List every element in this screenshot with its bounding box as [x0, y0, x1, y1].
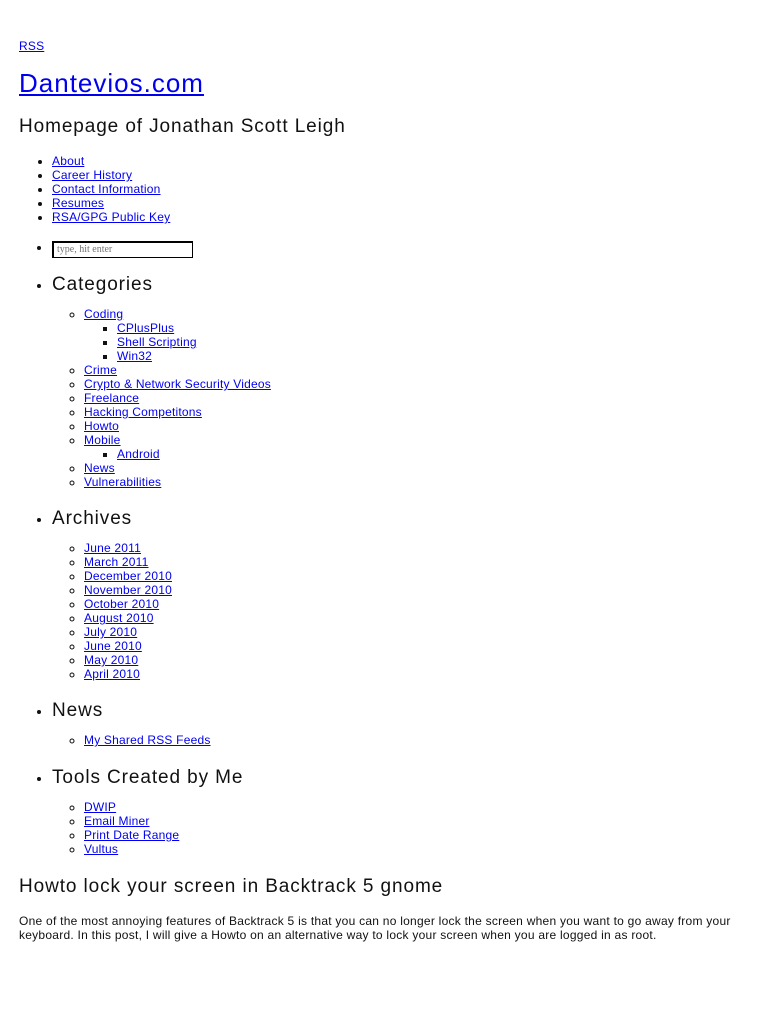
rss-link[interactable]: RSS: [19, 39, 45, 53]
mobile-subcategories: [84, 447, 271, 461]
archive-item: [84, 541, 172, 555]
category-item: [84, 433, 271, 461]
archive-link[interactable]: August 2010: [84, 611, 154, 625]
post-title: Howto lock your screen in Backtrack 5 gnome: [19, 876, 444, 897]
tool-item: [84, 842, 243, 856]
tool-link-dwip[interactable]: DWIP: [84, 800, 117, 814]
category-link-howto[interactable]: Howto: [84, 419, 120, 433]
category-item: [84, 391, 271, 405]
category-link-vulnerabilities[interactable]: Vulnerabilities: [84, 475, 162, 489]
category-link-crime[interactable]: Crime: [84, 363, 117, 377]
tool-link-email-miner[interactable]: Email Miner: [84, 814, 150, 828]
news-link-shared-rss-feeds[interactable]: My Shared RSS Feeds: [84, 733, 211, 747]
category-link-cplusplus[interactable]: CPlusPlus: [117, 321, 175, 335]
site-title: [19, 66, 204, 100]
subcategory-item: [117, 349, 271, 363]
archive-item: [84, 583, 172, 597]
nav-link-contact-information[interactable]: Contact Information: [52, 182, 161, 196]
categories-list: [52, 307, 271, 489]
archive-link[interactable]: April 2010: [84, 667, 141, 681]
archive-link[interactable]: October 2010: [84, 597, 160, 611]
archive-item: [84, 653, 172, 667]
category-link-coding[interactable]: Coding: [84, 307, 124, 321]
archives-list: [52, 541, 172, 681]
nav-item-career-history: [52, 168, 170, 182]
category-link-mobile[interactable]: Mobile: [84, 433, 121, 447]
archives-widget: [52, 507, 172, 681]
category-link-hacking-competitons[interactable]: Hacking Competitons: [84, 405, 202, 419]
archive-item: [84, 597, 172, 611]
category-link-shell-scripting[interactable]: Shell Scripting: [117, 335, 197, 349]
subcategory-item: [117, 335, 271, 349]
subcategory-item: [117, 447, 271, 461]
category-item: [84, 405, 271, 419]
subcategory-item: [117, 321, 271, 335]
category-link-android[interactable]: Android: [117, 447, 160, 461]
search-input[interactable]: [52, 241, 193, 258]
categories-widget: [52, 273, 271, 489]
nav-link-resumes[interactable]: Resumes: [52, 196, 105, 210]
tool-item: [84, 800, 243, 814]
category-link-crypto-videos[interactable]: Crypto & Network Security Videos: [84, 377, 271, 391]
site-title-link[interactable]: Dantevios.com: [19, 68, 204, 98]
coding-subcategories: [84, 321, 271, 363]
nav-item-contact-information: [52, 182, 170, 196]
news-list: [52, 733, 211, 747]
category-item: [84, 419, 271, 433]
news-heading: • News: [52, 700, 104, 721]
tools-section: [52, 766, 243, 856]
nav-link-rsa-gpg-key[interactable]: RSA/GPG Public Key: [52, 210, 171, 224]
archive-link[interactable]: December 2010: [84, 569, 172, 583]
news-section: [52, 699, 211, 747]
search-widget: [52, 239, 193, 258]
search-item: [52, 239, 193, 258]
category-item: [84, 475, 271, 489]
category-link-freelance[interactable]: Freelance: [84, 391, 140, 405]
category-link-win32[interactable]: Win32: [117, 349, 153, 363]
nav-link-career-history[interactable]: Career History: [52, 168, 133, 182]
category-item: [84, 377, 271, 391]
tool-link-vultus[interactable]: Vultus: [84, 842, 119, 856]
category-item: [84, 461, 271, 475]
categories-heading: • Categories: [52, 274, 153, 295]
category-item: [84, 307, 271, 363]
archive-item: [84, 555, 172, 569]
nav-item-about: [52, 154, 170, 168]
archive-item: [84, 569, 172, 583]
tools-widget: [52, 766, 243, 856]
archive-link[interactable]: July 2010: [84, 625, 138, 639]
tools-heading: • Tools Created by Me: [52, 767, 244, 788]
archives-section: [52, 507, 172, 681]
categories-section: [52, 273, 271, 489]
archive-link[interactable]: June 2010: [84, 639, 142, 653]
category-item: [84, 363, 271, 377]
news-item: [84, 733, 211, 747]
archive-item: [84, 667, 172, 681]
archive-link[interactable]: March 2011: [84, 555, 149, 569]
news-widget: [52, 699, 211, 747]
tool-link-print-date-range[interactable]: Print Date Range: [84, 828, 180, 842]
archive-item: [84, 611, 172, 625]
tools-list: [52, 800, 243, 856]
archive-item: [84, 639, 172, 653]
archive-item: [84, 625, 172, 639]
archives-heading: • Archives: [52, 508, 133, 529]
archive-link[interactable]: May 2010: [84, 653, 139, 667]
nav-item-resumes: [52, 196, 170, 210]
tool-item: [84, 814, 243, 828]
pages-nav: [52, 154, 170, 224]
tool-item: [84, 828, 243, 842]
nav-link-about[interactable]: About: [52, 154, 85, 168]
nav-item-rsa-gpg-key: [52, 210, 170, 224]
site-description: Homepage of Jonathan Scott Leigh: [19, 116, 346, 137]
archive-link[interactable]: November 2010: [84, 583, 172, 597]
category-link-news[interactable]: News: [84, 461, 115, 475]
post-excerpt: One of the most annoying features of Backtrack 5 is that you can no longer lock the screen when you want to go away from your keyboard. In this post, I will give a Howto on an alternative way to lock your screen when you are logged in as root.: [19, 914, 731, 942]
archive-link[interactable]: June 2011: [84, 541, 141, 555]
